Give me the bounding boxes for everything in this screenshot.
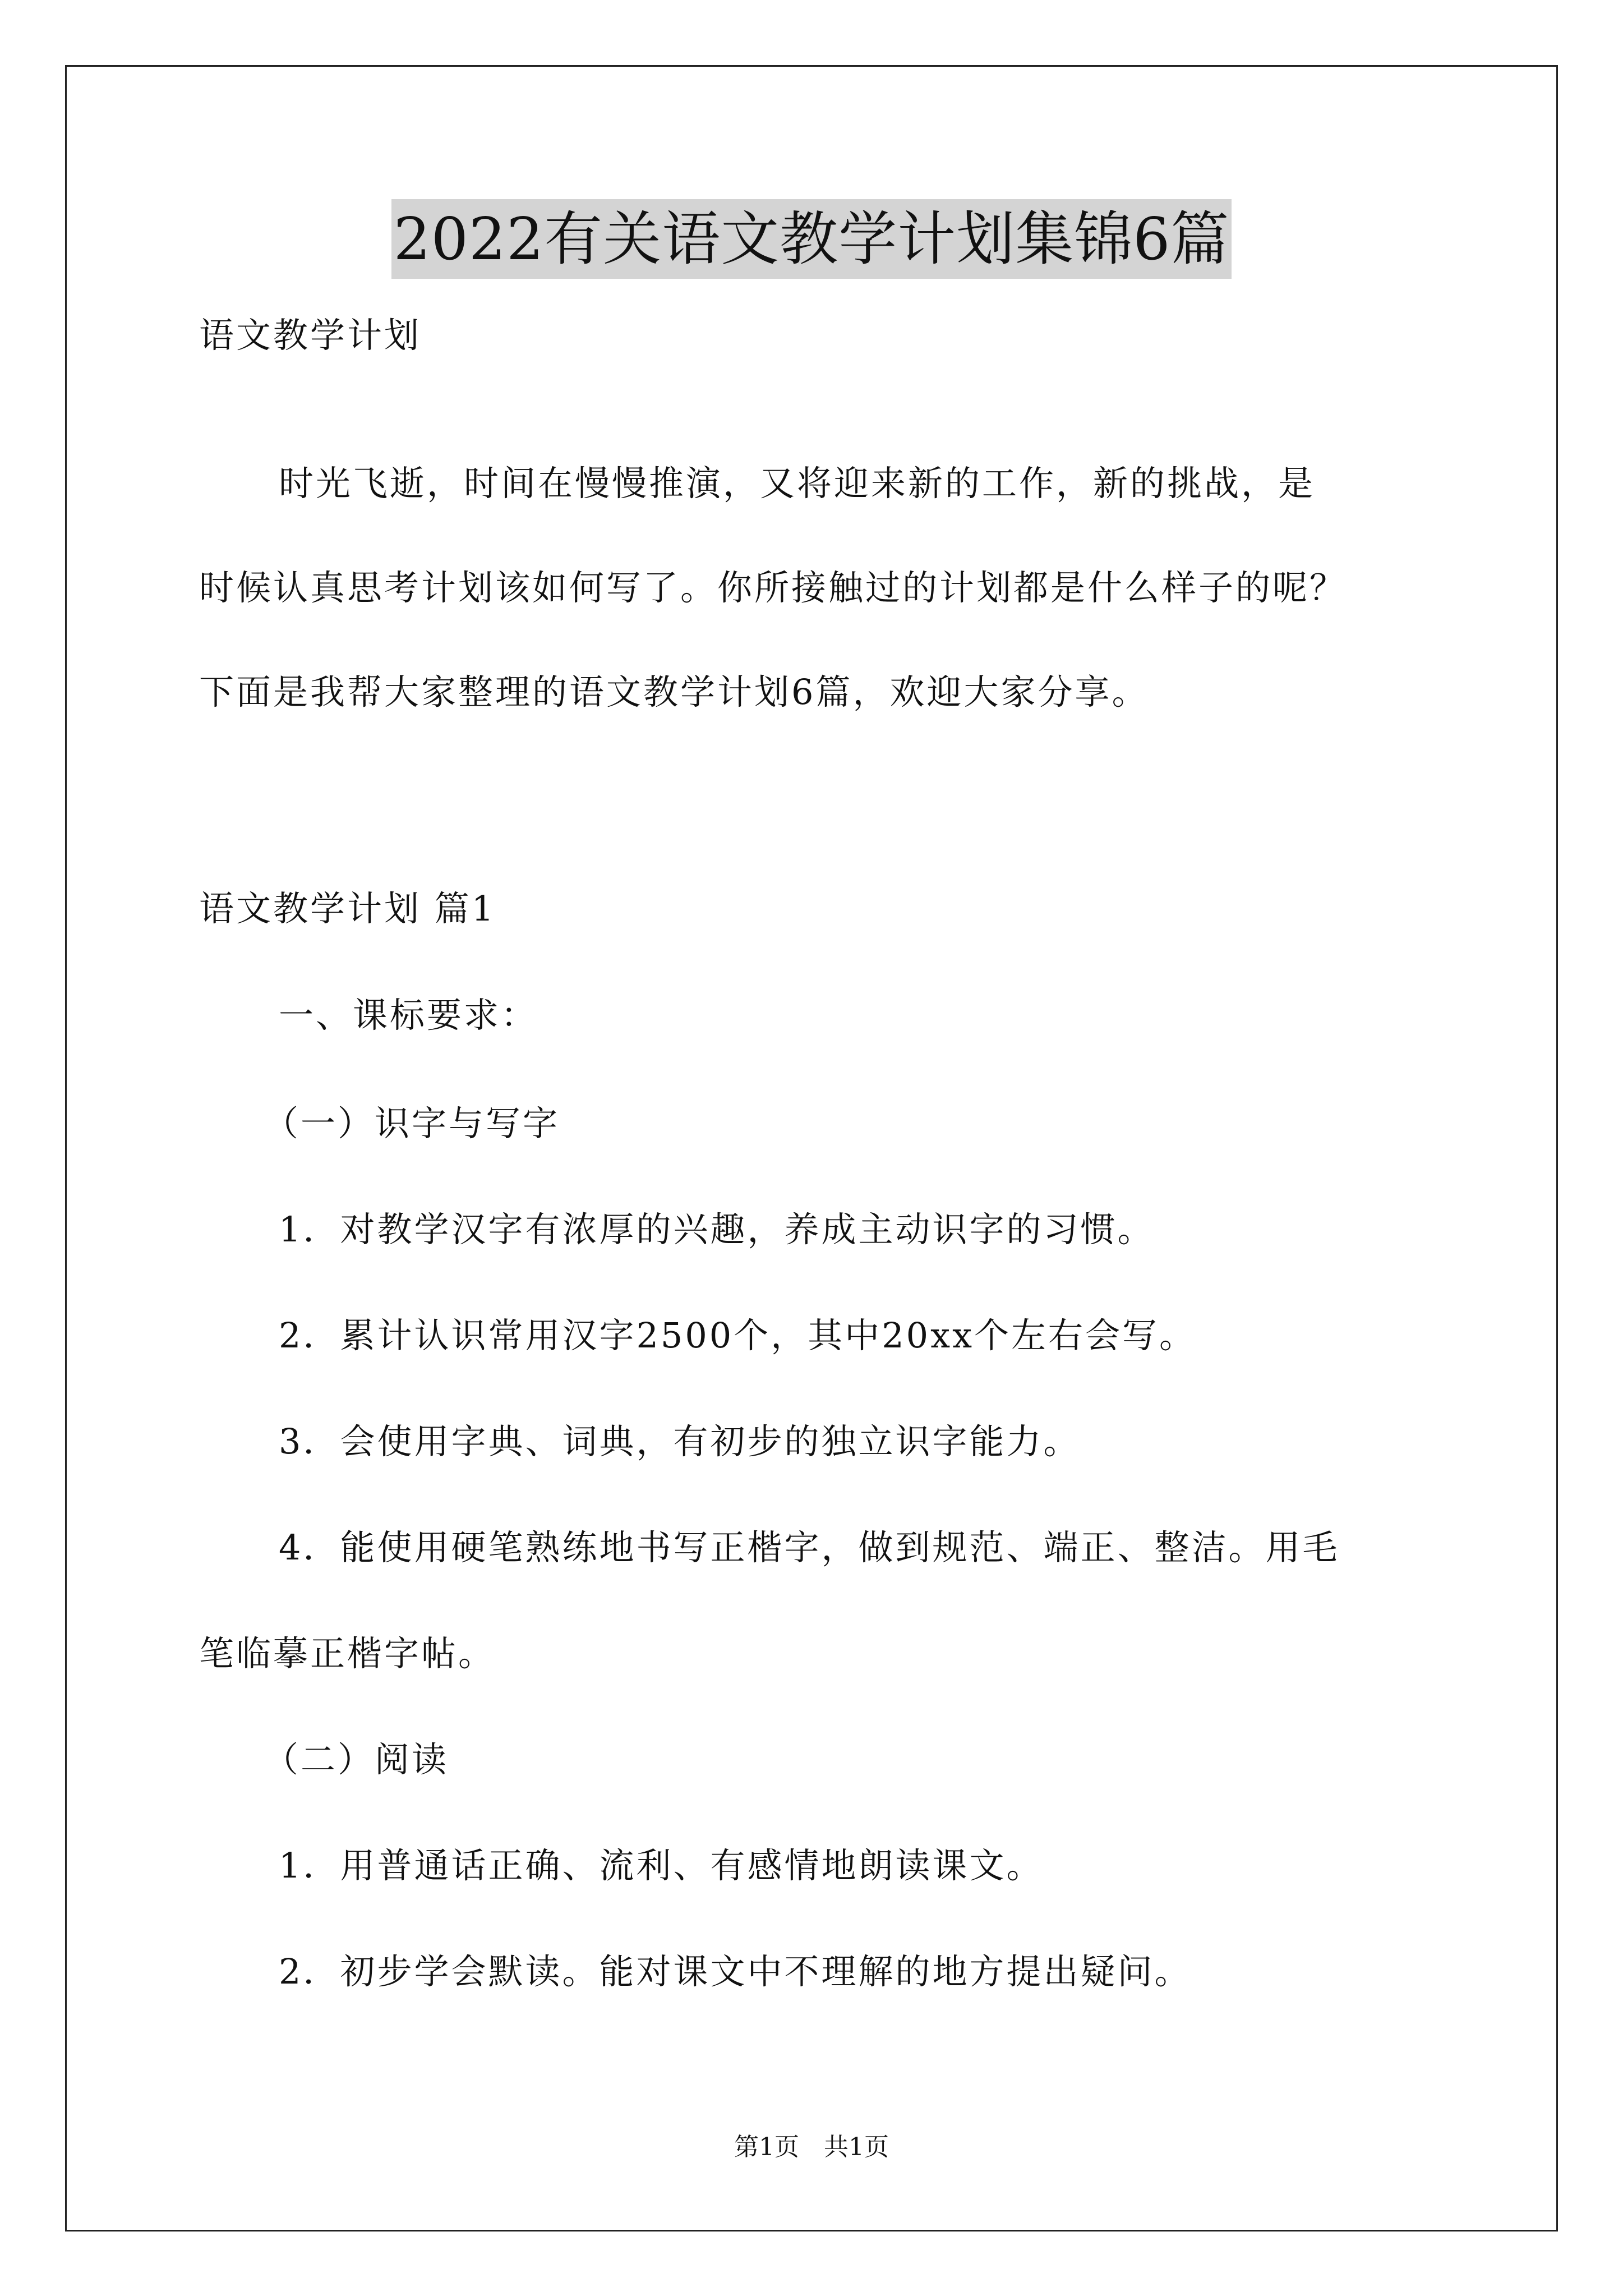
list-item: 4．能使用硬笔熟练地书写正楷字，做到规范、端正、整洁。用毛	[279, 1527, 1340, 1568]
document-heading: 语文教学计划	[199, 315, 422, 356]
list-item: 2．累计认识常用汉字2500个，其中20xx个左右会写。	[279, 1315, 1197, 1356]
page-border	[65, 65, 1558, 2231]
subsection-title-1: （一）识字与写字	[264, 1103, 560, 1144]
page-footer: 第1页 共1页	[734, 2133, 889, 2161]
list-item-continuation: 笔临摹正楷字帖。	[199, 1633, 496, 1674]
list-item: 3．会使用字典、词典，有初步的独立识字能力。	[279, 1421, 1081, 1462]
list-item: 1．对教学汉字有浓厚的兴趣，养成主动识字的习惯。	[279, 1209, 1155, 1250]
list-item: 1．用普通话正确、流利、有感情地朗读课文。	[279, 1845, 1044, 1886]
intro-line-2: 时候认真思考计划该如何写了。你所接触过的计划都是什么样子的呢？	[199, 567, 1347, 608]
section-title: 语文教学计划 篇1	[199, 888, 496, 929]
subsection-title-2: （二）阅读	[264, 1739, 449, 1780]
intro-line-3: 下面是我帮大家整理的语文教学计划6篇，欢迎大家分享。	[199, 671, 1149, 712]
part-title: 一、课标要求：	[279, 995, 538, 1036]
document-title-text: 2022有关语文教学计划集锦6篇	[391, 199, 1232, 279]
intro-line-1: 时光飞逝，时间在慢慢推演，又将迎来新的工作，新的挑战，是	[279, 463, 1316, 504]
document-title	[0, 199, 1623, 279]
list-item: 2．初步学会默读。能对课文中不理解的地方提出疑问。	[279, 1951, 1192, 1992]
